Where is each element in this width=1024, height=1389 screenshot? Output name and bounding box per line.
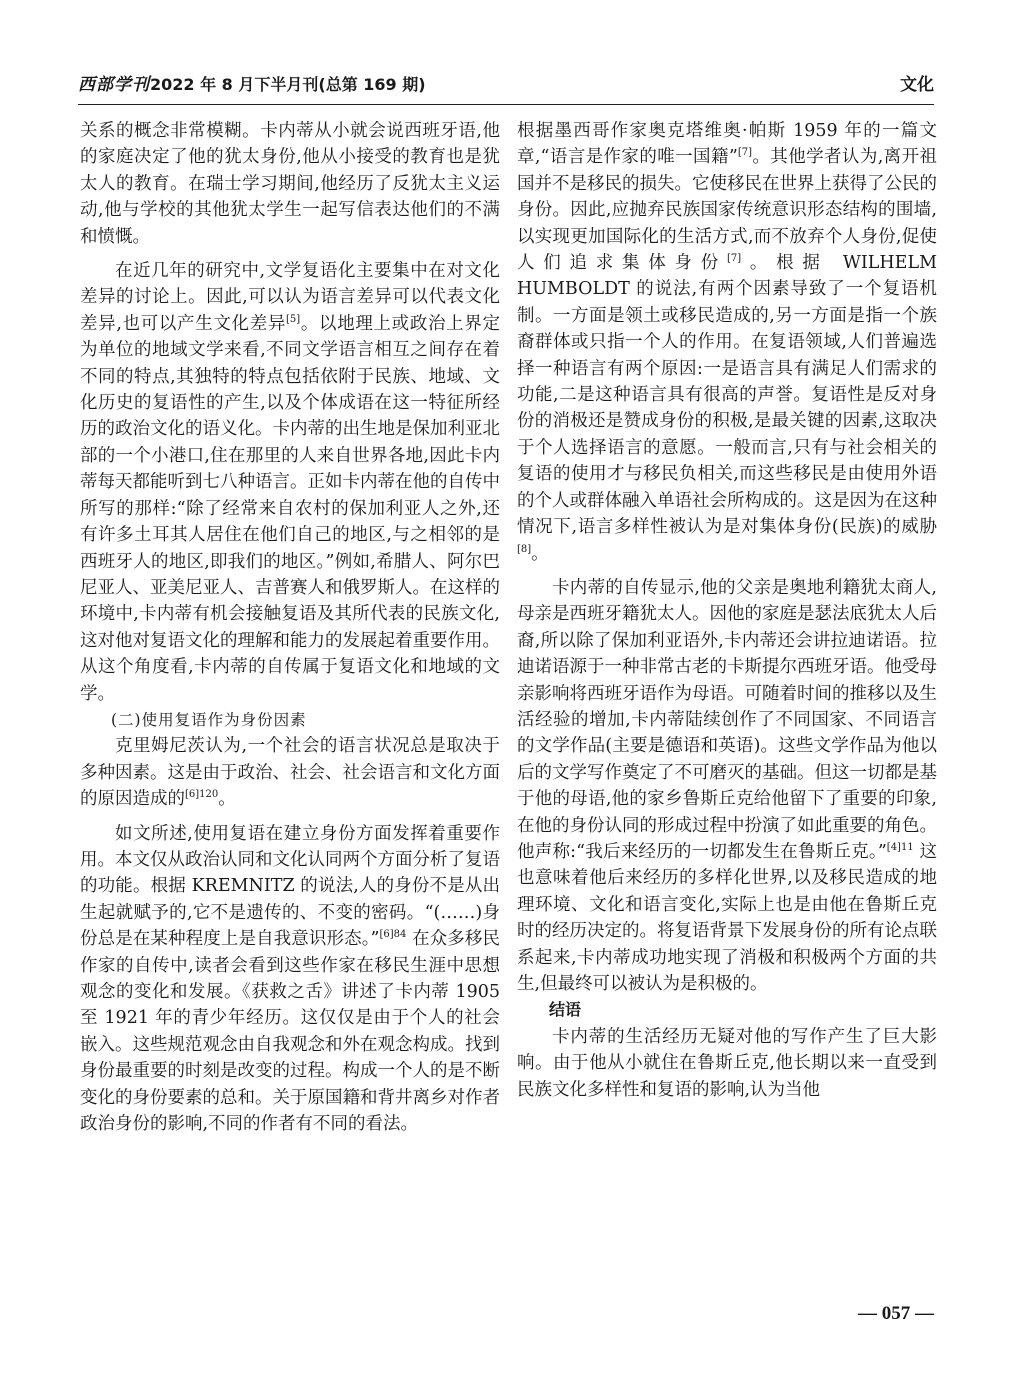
citation: [6]120	[185, 789, 219, 801]
citation: [7]	[737, 147, 752, 159]
page-number: — 057 —	[858, 1303, 934, 1324]
section-subheading: (二)使用复语作为身份因素	[111, 710, 307, 729]
section-heading: 结语	[549, 1000, 582, 1020]
left-column	[80, 118, 500, 1268]
paragraph: 卡内蒂的自传显示,他的父亲是奥地利籍犹太商人,母亲是西班牙籍犹太人。因他的家庭是瑟法底犹太人后裔,所以除了保加利亚语外,卡内蒂还会讲拉迪诺语。拉迪诺语源于一种非常古老的卡斯提尔西班牙语。他受母亲影响将西班牙语作为母语。可随着时间的推移以及生活经验的增加,卡内蒂陆续创作了不同国家、不同语言的文学作品(主要是德语和英语)。这些文学作品为他以后的文学写作奠定了不可磨灭的基础。但这一切都是基于他的母语,他的家乡鲁斯丘克给他留下了重要的印象,在他的身份认同的形成过程中扮演了如此重要的角色。他声称:“我后来经历的一切都发生在鲁斯丘克。”$^{[4]11}$ 这也意味着他后来经历的多样化世界,以及移民造成的地理环境、文化和语言变化,实际上也是由他在鲁斯丘克时的经历决定的。将复语背景下发展身份的所有论点联系起来,卡内蒂成功地实现了消极和积极两个方面的共生,但最终可以被认为是积极的。	[517, 577, 937, 994]
issue-info: 2022 年 8 月下半月刊(总第 169 期)	[150, 75, 426, 94]
paragraph: 克里姆尼茨认为,一个社会的语言状况总是取决于多种因素。这是由于政治、社会、社会语言和文化方面的原因造成的$^{[6]120}$。	[80, 736, 500, 810]
paragraph: 关系的概念非常模糊。卡内蒂从小就会说西班牙语,他的家庭决定了他的犹太身份,他从小接受的教育也是犹太人的教育。在瑞士学习期间,他经历了反犹太主义运动,他与学校的其他犹太学生一起写信表达他们的不满和愤慨。	[80, 121, 500, 247]
paragraph: 卡内蒂的生活经历无疑对他的写作产生了巨大影响。由于他从小就住在鲁斯丘克,他长期以来一直受到民族文化多样性和复语的影响,认为当他	[517, 1026, 937, 1100]
paragraph: 如文所述,使用复语在建立身份方面发挥着重要作用。本文仅从政治认同和文化认同两个方面分析了复语的功能。根据 KREMNITZ 的说法,人的身份不是从出生起就赋予的,它不是遗传的、不变的密码。“(……)身份总是在某种程度上是自我意识形态。”$^{[6]84}$ 在众多移民作家的自传中,读者会看到这些作家在移民生涯中思想观念的变化和发展。《获救之舌》讲述了卡内蒂 1905 至 1921 年的青少年经历。这仅仅是由于个人的社会嵌入。这些规范观念由自我观念和外在观念构成。找到身份最重要的时刻是改变的过程。构成一个人的是不断变化的身份要素的总和。关于原国籍和背井离乡对作者政治身份的影响,不同的作者有不同的看法。	[80, 823, 500, 1135]
section-name: 文化	[900, 75, 934, 95]
header-journal-issue	[78, 70, 426, 95]
citation: [7]	[726, 253, 742, 265]
right-column	[517, 118, 937, 1268]
citation: [4]11	[886, 842, 914, 854]
running-header	[78, 70, 934, 105]
citation: [8]	[517, 543, 532, 555]
paragraph: 根据墨西哥作家奥克塔维奥·帕斯 1959 年的一篇文章,“语言是作家的唯一国籍”[7]。其他学者认为,离开祖国并不是移民的损失。它使移民在世界上获得了公民的身份。因此,应抛弃民族国家传统意识形态结构的围墙,以实现更加国际化的生活方式,而不放弃个人身份,促使人们追求集体身份[7]。根据 WILHELM HUMBOLDT 的说法,有两个因素导致了一个复语机制。一方面是领土或移民造成的,另一方面是指一个族裔群体或只指一个人的作用。在复语领域,人们普遍选择一种语言有两个原因:一是语言具有满足人们需求的功能,二是这种语言具有很高的声誉。复语性是反对身份的消极还是赞成身份的积极,是最关键的因素,这取决于个人选择语言的意愿。一般而言,只有与社会相关的复语的使用才与移民负相关,而这些移民是由使用外语的个人或群体融入单语社会所构成的。这是因为在这种情况下,语言多样性被认为是对集体身份(民族)的威胁[8]。	[517, 121, 937, 564]
paragraph: 在近几年的研究中,文学复语化主要集中在对文化差异的讨论上。因此,可以认为语言差异可以代表文化差异,也可以产生文化差异[5]。以地理上或政治上界定为单位的地域文学来看,不同文学语言相互之间存在着不同的特点,其独特的特点包括依附于民族、地域、文化历史的复语性的产生,以及个体成语在这一特征所经历的政治文化的语义化。卡内蒂的出生地是保加利亚北部的一个小港口,住在那里的人来自世界各地,因此卡内蒂每天都能听到七八种语言。正如卡内蒂在他的自传中所写的那样:“除了经常来自农村的保加利亚人之外,还有许多土耳其人居住在他们自己的地区,与之相邻的是西班牙人的地区,即我们的地区。”例如,希腊人、阿尔巴尼亚人、亚美尼亚人、吉普赛人和俄罗斯人。在这样的环境中,卡内蒂有机会接触复语及其所代表的民族文化,这对他对复语文化的理解和能力的发展起着重要作用。从这个角度看,卡内蒂的自传属于复语文化和地域的文学。	[80, 261, 500, 704]
journal-logo: 西部学刊	[78, 75, 150, 95]
citation: [6]84	[379, 929, 407, 941]
citation: [5]	[286, 314, 301, 326]
